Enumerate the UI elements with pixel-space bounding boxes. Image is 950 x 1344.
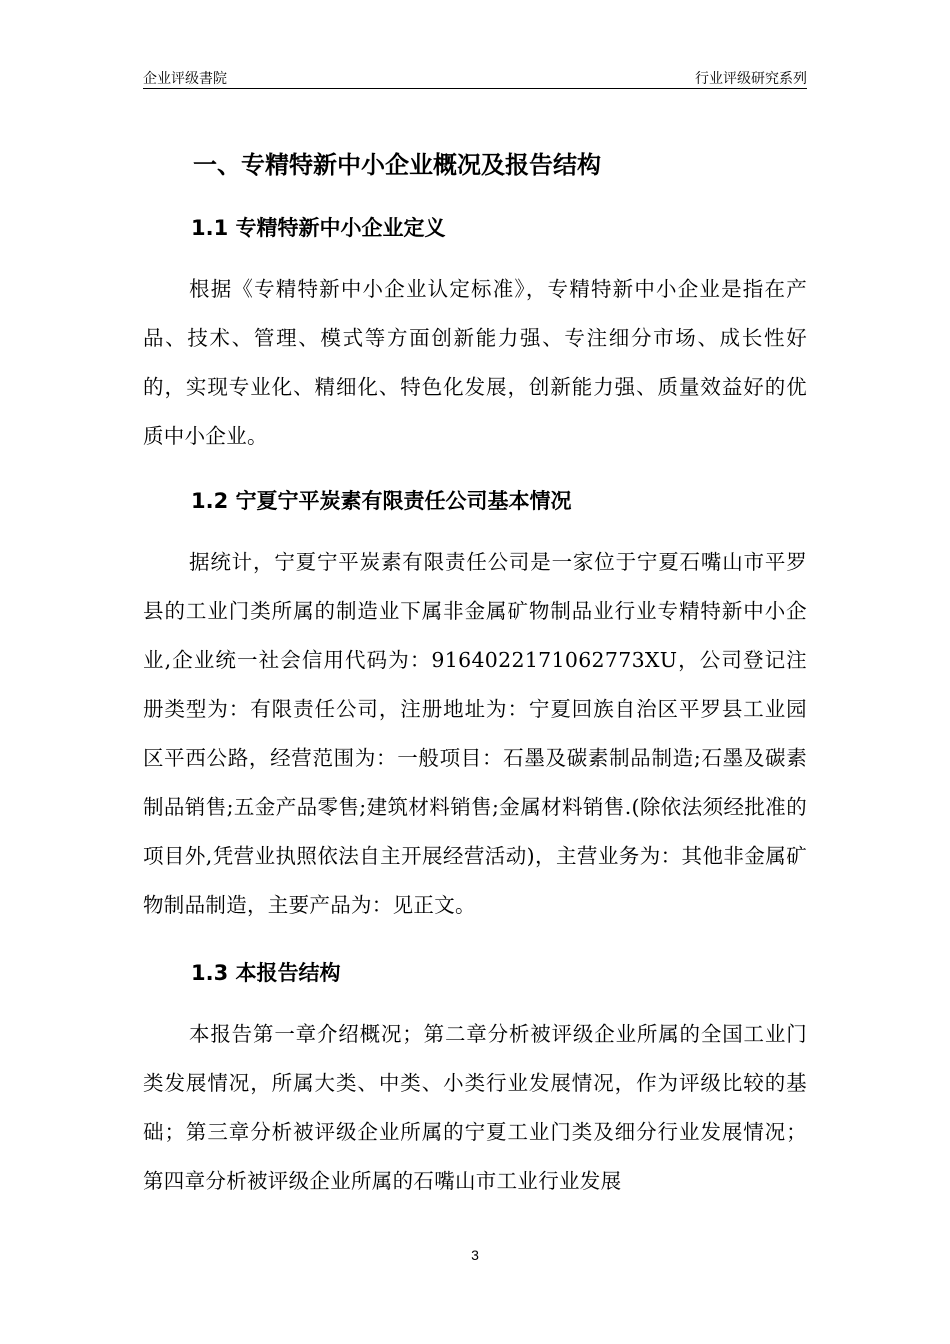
- section-body-1-3: 本报告第一章介绍概况；第二章分析被评级企业所属的全国工业门类发展情况，所属大类、中类、小类行业发展情况，作为评级比较的基础；第三章分析被评级企业所属的宁夏工业门类及细分行业发展情况；第四章分析被评级企业所属的石嘴山市工业行业发展: [143, 1022, 807, 1193]
- header-publisher: 企业评级書院: [143, 71, 227, 87]
- section-heading-1-2: 1.2 宁夏宁平炭素有限责任公司基本情况: [191, 489, 572, 513]
- section-heading-1-3: 1.3 本报告结构: [191, 961, 341, 985]
- section-body-1-2: 据统计，宁夏宁平炭素有限责任公司是一家位于宁夏石嘴山市平罗县的工业门类所属的制造业下属非金属矿物制品业行业专精特新中小企业,企业统一社会信用代码为：9164022171062773XU，公司登记注册类型为：有限责任公司，注册地址为：宁夏回族自治区平罗县工业园区平西公路，经营范围为：一般项目：石墨及碳素制品制造;石墨及碳素制品销售;五金产品零售;建筑材料销售;金属材料销售.(除依法须经批准的项目外,凭营业执照依法自主开展经营活动)，主营业务为：其他非金属矿物制品制造，主要产品为：见正文。: [143, 550, 807, 917]
- header-series: 行业评级研究系列: [695, 71, 807, 87]
- section-heading-1-1: 1.1 专精特新中小企业定义: [191, 216, 446, 240]
- chapter-title: 一、专精特新中小企业概况及报告结构: [193, 151, 601, 179]
- page-header: [143, 66, 807, 89]
- page-number: 3: [471, 1247, 479, 1263]
- section-body-1-1: 根据《专精特新中小企业认定标准》，专精特新中小企业是指在产品、技术、管理、模式等方面创新能力强、专注细分市场、成长性好的，实现专业化、精细化、特色化发展，创新能力强、质量效益好的优质中小企业。: [143, 277, 807, 448]
